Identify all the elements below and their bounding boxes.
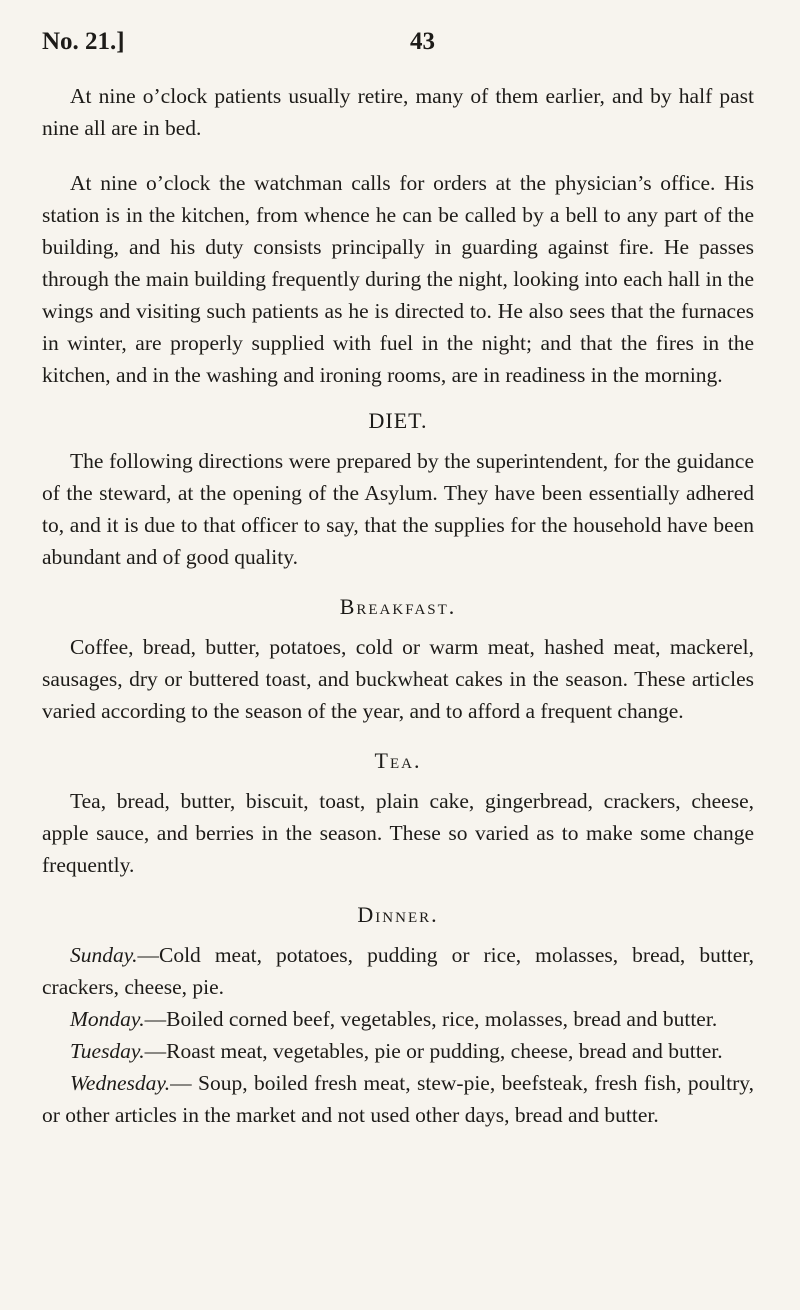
day-label: Tuesday. [70,1039,145,1063]
dinner-entry-sunday [42,939,754,1003]
breakfast-heading: Breakfast. [339,594,457,619]
paragraph-diet-intro: The following directions were prepared by the superintendent, for the guidance of the steward, at the opening of the Asylum. They have been essentially adhered to, and it is due to that officer to say, that the supplies for the household have been abundant and of good quality. [42,449,754,569]
document-number: No. 21.] [42,28,125,55]
page-body [42,80,754,1131]
tea-heading: Tea. [374,748,422,773]
running-header [42,28,758,60]
day-label: Monday. [70,1007,145,1031]
day-menu: —Cold meat, potatoes, pudding or rice, molasses, bread, butter, crackers, cheese, pie. [42,943,754,999]
dinner-entry-monday [42,1003,754,1035]
paragraph-watchman: At nine o’clock the watchman calls for orders at the physician’s office. His station is in the kitchen, from whence he can be called by a bell to any part of the building, and his duty consists principally in guarding against fire. He passes through the main building frequently during the night, looking into each hall in the wings and visiting such patients as he is directed to. He also sees that the furnaces in winter, are properly supplied with fuel in the night; and that the fires in the kitchen, and in the washing and ironing rooms, are in readiness in the morning. [42,171,754,387]
paragraph-breakfast: Coffee, bread, butter, potatoes, cold or warm meat, hashed meat, mackerel, sausages, dry or buttered toast, and buckwheat cakes in the season. These articles varied according to the season of the year, and to afford a frequent change. [42,635,754,723]
day-menu: —Roast meat, vegetables, pie or pudding, cheese, bread and butter. [144,1039,723,1063]
paragraph-bedtime: At nine o’clock patients usually retire, many of them earlier, and by half past nine all are in bed. [42,84,754,140]
diet-heading: DIET. [368,408,428,433]
day-label: Wednesday. [70,1071,171,1095]
day-label: Sunday. [70,943,138,967]
day-menu: — Soup, boiled fresh meat, stew-pie, beefsteak, fresh fish, poultry, or other articles in the market and not used other days, bread and butter. [42,1071,754,1127]
day-menu: —Boiled corned beef, vegetables, rice, molasses, bread and butter. [144,1007,718,1031]
dinner-entry-wednesday [42,1067,754,1131]
paragraph-tea: Tea, bread, butter, biscuit, toast, plain cake, gingerbread, crackers, cheese, apple sauce, and berries in the season. These so varied as to make some change frequently. [42,789,754,877]
dinner-heading: Dinner. [357,902,439,927]
dinner-entry-tuesday [42,1035,754,1067]
page-number: 43 [410,28,435,55]
